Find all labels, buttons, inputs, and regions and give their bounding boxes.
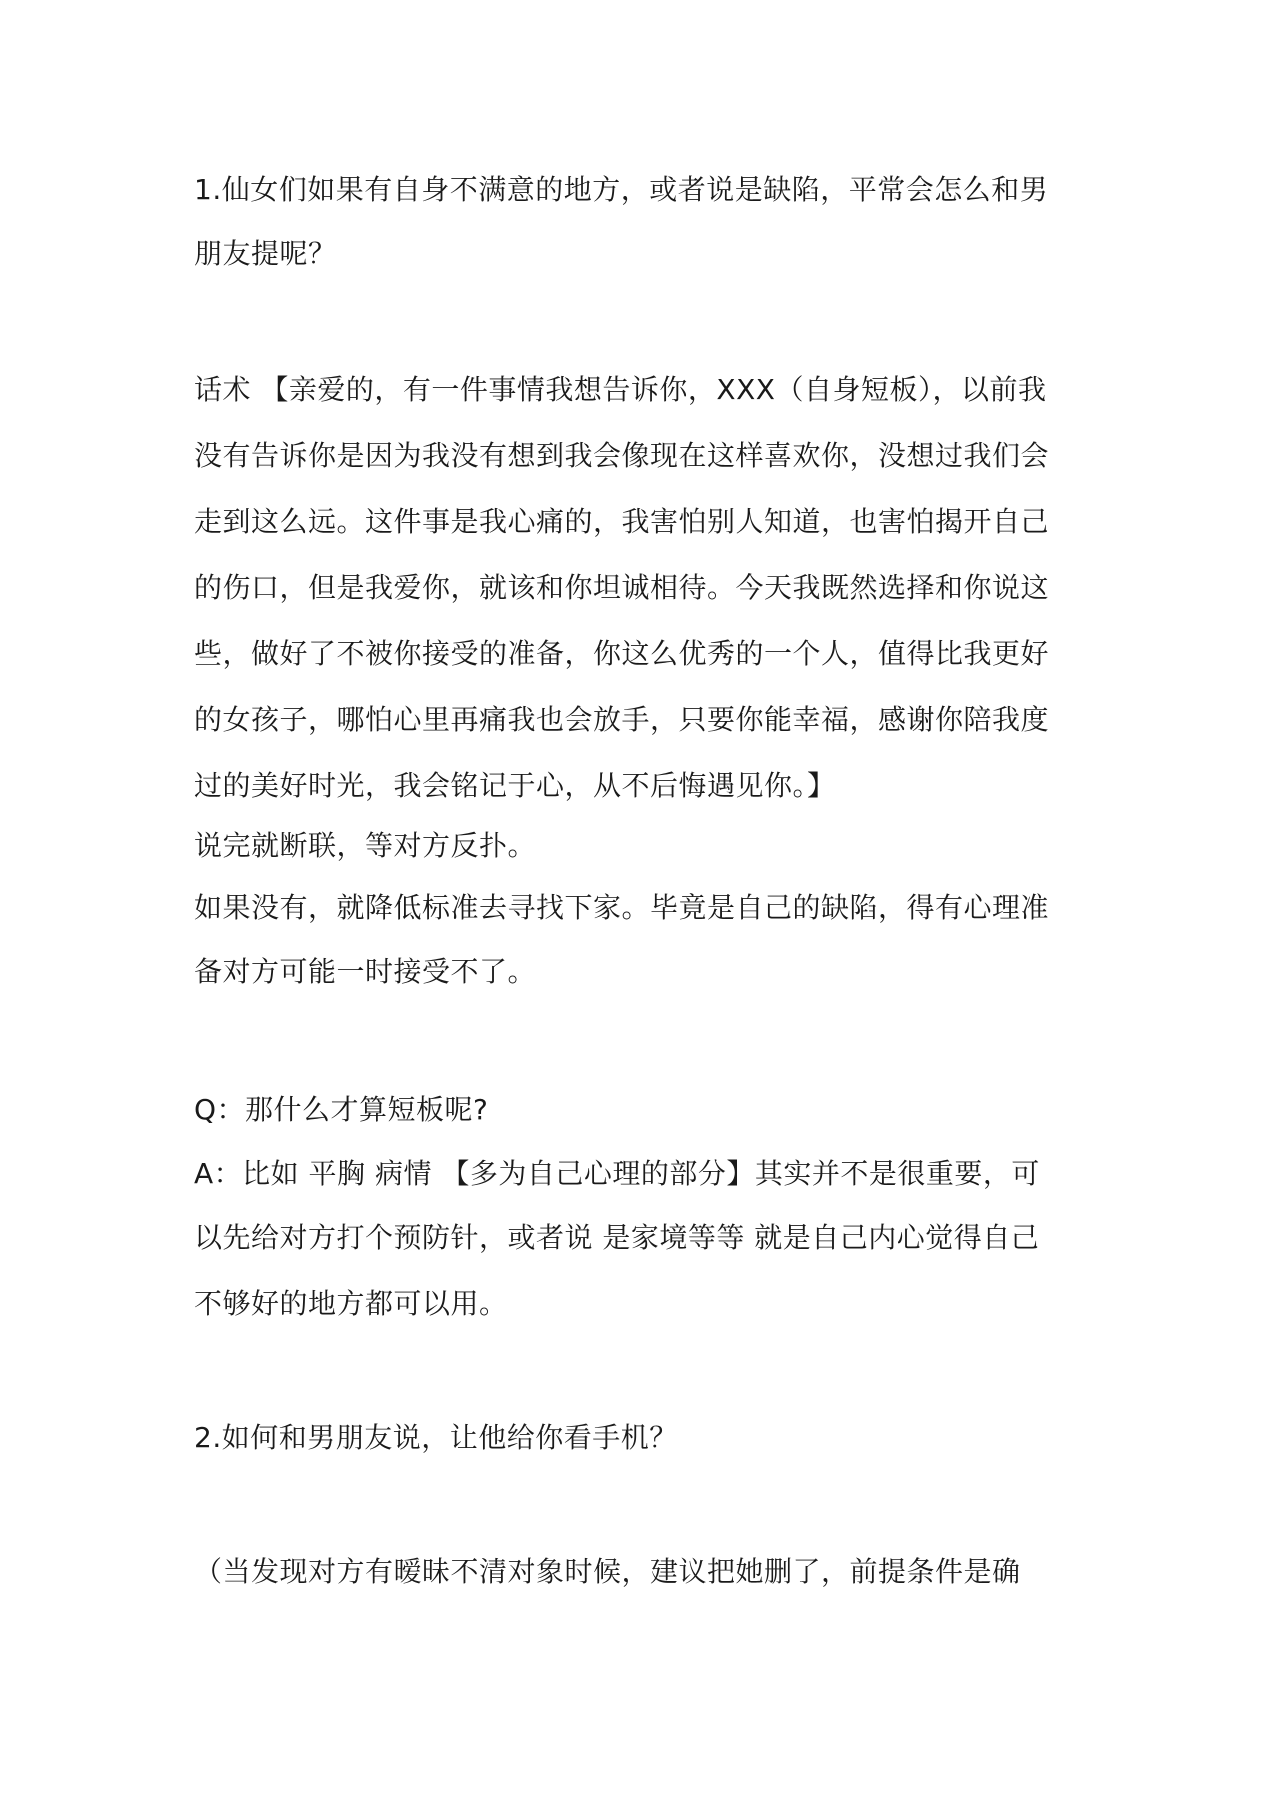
script-line-5: 些，做好了不被你接受的准备，你这么优秀的一个人，值得比我更好 bbox=[194, 637, 1050, 670]
q2-note: （当发现对方有暧昧不清对象时候，建议把她删了，前提条件是确 bbox=[194, 1555, 1021, 1588]
after-line-1: 说完就断联，等对方反扑。 bbox=[194, 829, 537, 862]
script-line-1: 话术 【亲爱的，有一件事情我想告诉你，XXX（自身短板），以前我 bbox=[194, 373, 1047, 406]
script-line-7: 过的美好时光，我会铭记于心，从不后悔遇见你。】 bbox=[194, 769, 836, 802]
after-line-3: 备对方可能一时接受不了。 bbox=[194, 955, 537, 988]
script-line-6: 的女孩子，哪怕心里再痛我也会放手，只要你能幸福，感谢你陪我度 bbox=[194, 703, 1050, 736]
after-line-2: 如果没有，就降低标准去寻找下家。毕竟是自己的缺陷，得有心理准 bbox=[194, 891, 1050, 924]
q1-title-line1: 1.仙女们如果有自身不满意的地方，或者说是缺陷，平常会怎么和男 bbox=[194, 173, 1049, 206]
script-line-3: 走到这么远。这件事是我心痛的，我害怕别人知道，也害怕揭开自己 bbox=[194, 505, 1050, 538]
qa-answer-line-3: 不够好的地方都可以用。 bbox=[194, 1287, 508, 1320]
q2-title: 2.如何和男朋友说，让他给你看手机？ bbox=[194, 1421, 678, 1454]
qa-answer-line-2: 以先给对方打个预防针，或者说 是家境等等 就是自己内心觉得自己 bbox=[194, 1221, 1040, 1254]
qa-answer-line-1: A：比如 平胸 病情 【多为自己心理的部分】其实并不是很重要，可 bbox=[194, 1157, 1040, 1190]
qa-question: Q：那什么才算短板呢? bbox=[194, 1093, 489, 1126]
q1-title-line2: 朋友提呢？ bbox=[194, 237, 337, 270]
script-line-4: 的伤口，但是我爱你，就该和你坦诚相待。今天我既然选择和你说这 bbox=[194, 571, 1050, 604]
script-line-2: 没有告诉你是因为我没有想到我会像现在这样喜欢你，没想过我们会 bbox=[194, 439, 1050, 472]
